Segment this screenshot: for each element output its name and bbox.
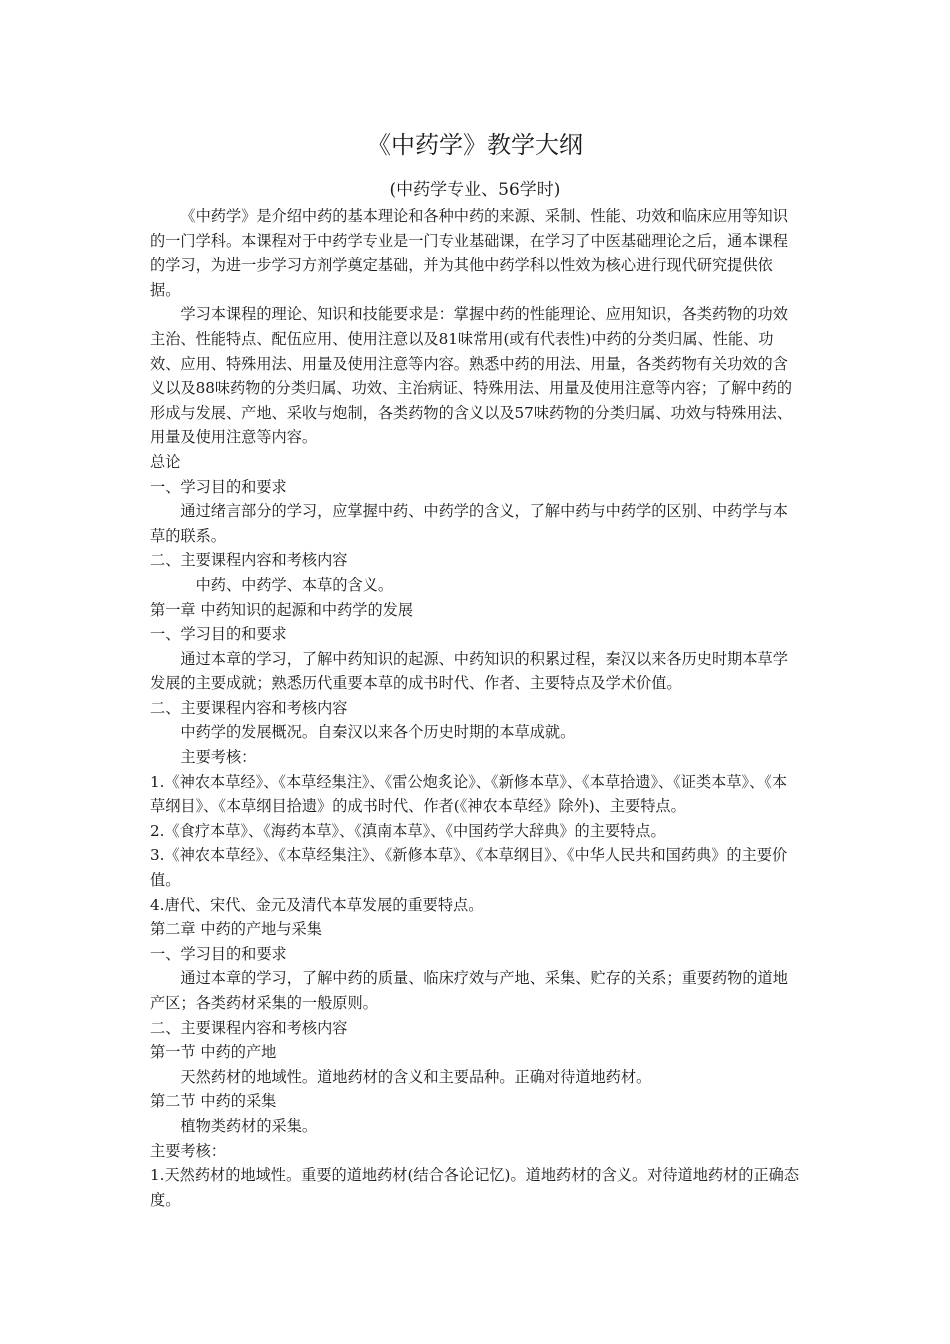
- paragraph: 中药学的发展概况。自秦汉以来各个历史时期的本草成就。: [180, 723, 576, 742]
- list-item: 3.《神农本草经》、《本草经集注》、《新修本草》、《本草纲目》、《中华人民共和国药典》的主要价值。: [150, 846, 788, 890]
- section-heading: 第二节 中药的采集: [150, 1092, 277, 1111]
- subsection-heading: 一、学习目的和要求: [150, 477, 287, 496]
- list-item: 4.唐代、宋代、金元及清代本草发展的重要特点。: [150, 895, 484, 914]
- paragraph: 通过绪言部分的学习，应掌握中药、中药学的含义，了解中药与中药学的区别、中药学与本草的联系。: [150, 502, 788, 545]
- document-body: [150, 204, 802, 1212]
- paragraph: 通过本章的学习，了解中药知识的起源、中药知识的积累过程，秦汉以来各历史时期本草学发展的主要成就；熟悉历代重要本草的成书时代、作者、主要特点及学术价值。: [150, 649, 788, 693]
- section-heading: 第一节 中药的产地: [150, 1043, 277, 1062]
- list-item: 1.天然药材的地域性。重要的道地药材(结合各论记忆)。道地药材的含义。对待道地药材的正确态度。: [150, 1166, 800, 1209]
- chapter-heading: 第二章 中药的产地与采集: [150, 920, 322, 939]
- document-subtitle: (中药学专业、56学时): [389, 180, 561, 200]
- subsection-heading: 二、主要课程内容和考核内容: [150, 698, 348, 717]
- list-item: 2.《食疗本草》、《海药本草》、《滇南本草》、《中国药学大辞典》的主要特点。: [150, 821, 666, 840]
- paragraph: 植物类药材的采集。: [180, 1116, 318, 1135]
- requirements-paragraph: 学习本课程的理论、知识和技能要求是：掌握中药的性能理论、应用知识，各类药物的功效主治、性能特点、配伍应用、使用注意以及81味常用(或有代表性)中药的分类归属、性能、功效、应用、特殊用法、用量及使用注意等内容。熟悉中药的用法、用量，各类药物有关功效的含义以及88味药物的分类归属、功效、主治病证、特殊用法、用量及使用注意等内容；了解中药的形成与发展、产地、采收与炮制，各类药物的含义以及57味药物的分类归属、功效与特殊用法、用量及使用注意等内容。: [150, 305, 793, 447]
- chapter-heading: 第一章 中药知识的起源和中药学的发展: [150, 600, 414, 619]
- exam-label: 主要考核：: [180, 748, 257, 767]
- subsection-heading: 一、学习目的和要求: [150, 944, 287, 963]
- subsection-heading: 二、主要课程内容和考核内容: [150, 1018, 348, 1037]
- intro-paragraph: 《中药学》是介绍中药的基本理论和各种中药的来源、采制、性能、功效和临床应用等知识的一门学科。本课程对于中药学专业是一门专业基础课，在学习了中医基础理论之后，通本课程的学习，为进一步学习方剂学奠定基础，并为其他中药学科以性效为核心进行现代研究提供依据。: [150, 207, 788, 299]
- exam-label: 主要考核：: [150, 1141, 226, 1160]
- subsection-heading: 二、主要课程内容和考核内容: [150, 551, 348, 570]
- section-heading-general: 总论: [150, 452, 181, 471]
- paragraph: 天然药材的地域性。道地药材的含义和主要品种。正确对待道地药材。: [180, 1067, 652, 1086]
- list-item: 1.《神农本草经》、《本草经集注》、《雷公炮炙论》、《新修本草》、《本草拾遗》、《证类本草》、《本草纲目》、《本草纲目拾遗》的成书时代、作者(《神农本草经》除外)、主要特点。: [150, 772, 788, 816]
- paragraph: 通过本章的学习，了解中药的质量、临床疗效与产地、采集、贮存的关系；重要药物的道地产区；各类药材采集的一般原则。: [150, 969, 788, 1012]
- document-title: 《中药学》教学大纲: [367, 131, 583, 159]
- paragraph: 中药、中药学、本草的含义。: [195, 575, 394, 594]
- subsection-heading: 一、学习目的和要求: [150, 625, 287, 644]
